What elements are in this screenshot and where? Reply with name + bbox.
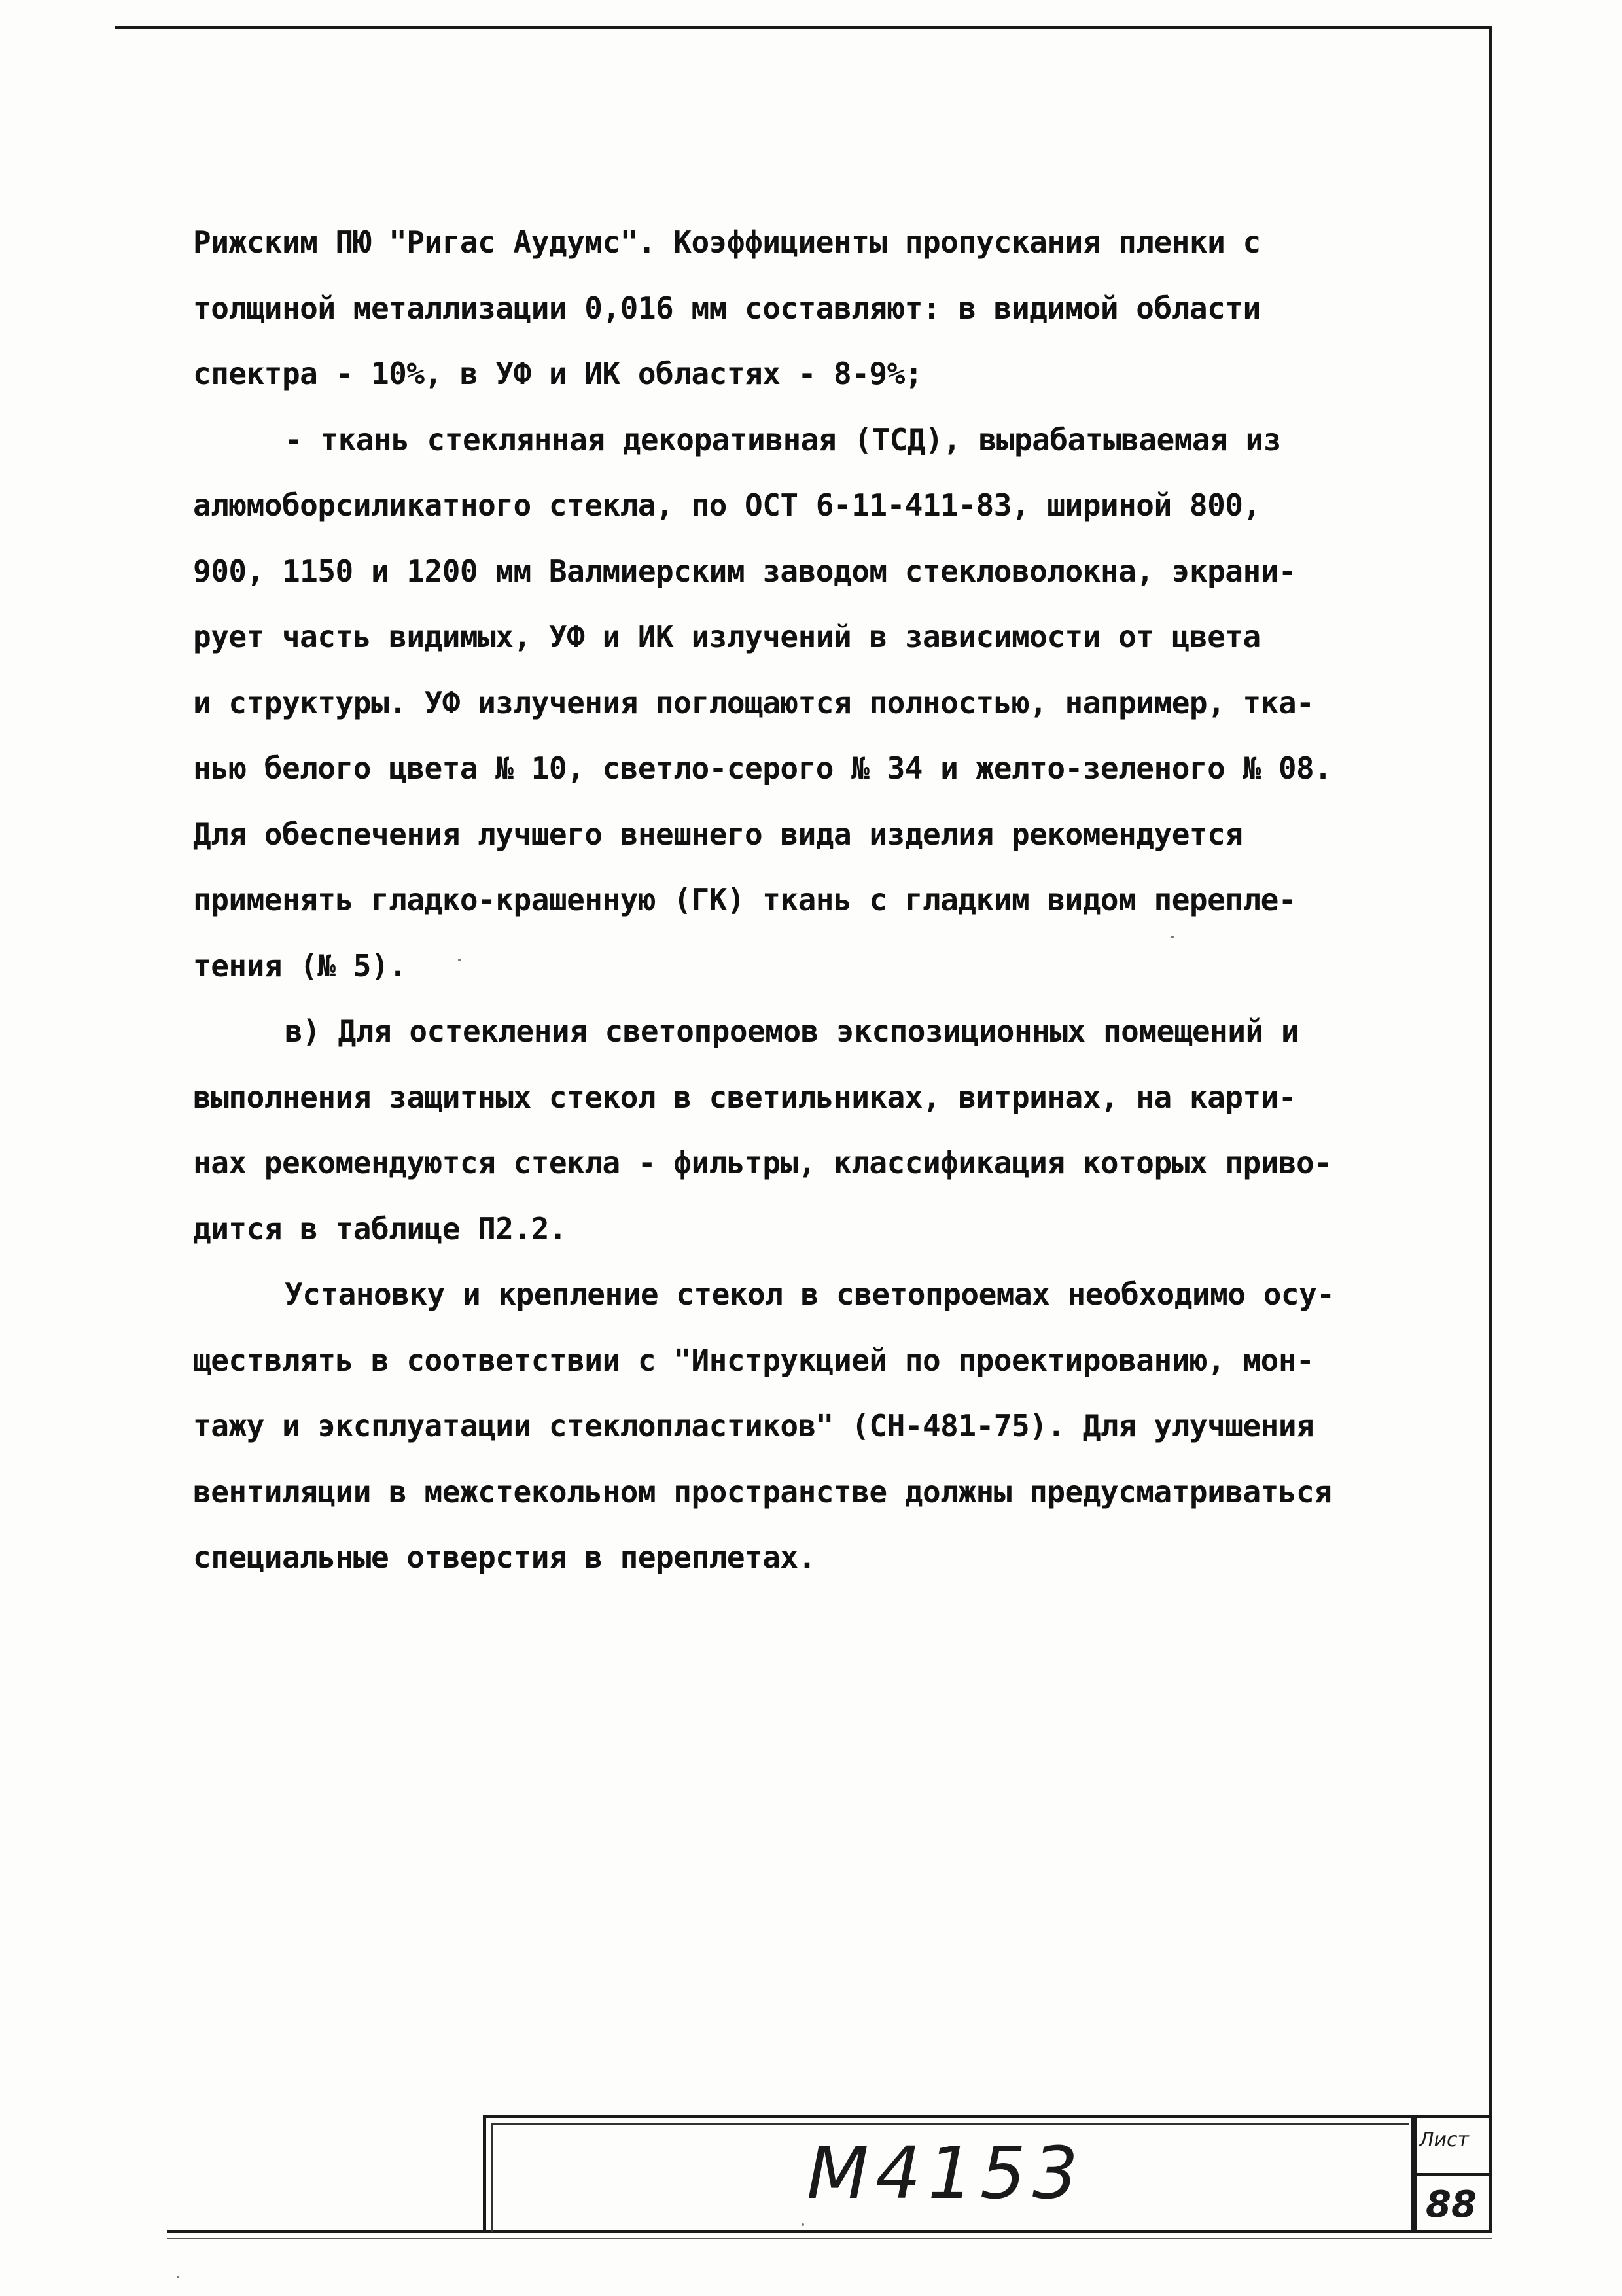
text-line: и структуры. УФ излучения поглощаются полностью, например, тка- bbox=[193, 684, 1314, 720]
text-line: Рижским ПЮ "Ригас Аудумс". Коэффициенты пропускания пленки с bbox=[193, 224, 1261, 260]
body-text bbox=[193, 209, 1495, 1591]
text-line: - ткань стеклянная декоративная (ТСД), вырабатываемая из bbox=[285, 421, 1281, 457]
text-line: алюмоборсиликатного стекла, по ОСТ 6-11-411-83, шириной 800, bbox=[193, 487, 1261, 523]
document-code: М4153 bbox=[807, 2131, 1085, 2215]
scan-speck bbox=[802, 2223, 804, 2226]
frame-bottom-border-inner bbox=[167, 2238, 1492, 2239]
text-line: рует часть видимых, УФ и ИК излучений в зависимости от цвета bbox=[193, 619, 1261, 654]
frame-top-border bbox=[115, 26, 1492, 29]
text-line: ществлять в соответствии с "Инструкцией по проектированию, мон- bbox=[193, 1342, 1314, 1378]
text-line: дится в таблице П2.2. bbox=[193, 1210, 567, 1246]
text-line: специальные отверстия в переплетах. bbox=[193, 1540, 816, 1575]
text-line: вентиляции в межстекольном пространстве должны предусматриваться bbox=[193, 1474, 1332, 1510]
scan-speck bbox=[1171, 936, 1174, 938]
sheet-label: Лист bbox=[1419, 2128, 1470, 2151]
text-line: Установку и крепление стекол в светопроемах необходимо осу- bbox=[285, 1277, 1335, 1312]
text-line: толщиной металлизации 0,016 мм составляют: в видимой области bbox=[193, 290, 1261, 326]
text-line: нью белого цвета № 10, светло-серого № 34 и желто-зеленого № 08. bbox=[193, 751, 1332, 786]
text-line: в) Для остекления светопроемов экспозиционных помещений и bbox=[285, 1014, 1299, 1049]
title-block-stamp bbox=[483, 2115, 1417, 2232]
sheet-number-box bbox=[1411, 2115, 1492, 2232]
text-line: Для обеспечения лучшего внешнего вида изделия рекомендуется bbox=[193, 816, 1243, 852]
sheet-box-divider bbox=[1414, 2173, 1492, 2176]
text-line: нах рекомендуются стекла - фильтры, классификация которых приво- bbox=[193, 1145, 1332, 1180]
sheet-number: 88 bbox=[1426, 2183, 1477, 2226]
text-line: 900, 1150 и 1200 мм Валмиерским заводом стекловолокна, экрани- bbox=[193, 553, 1297, 589]
text-line: применять гладко-крашенную (ГК) ткань с гладким видом перепле- bbox=[193, 882, 1297, 917]
text-line: спектра - 10%, в УФ и ИК областях - 8-9%; bbox=[193, 356, 923, 391]
scan-speck bbox=[458, 959, 461, 961]
text-line: выполнения защитных стекол в светильниках, витринах, на карти- bbox=[193, 1079, 1297, 1115]
text-line: тажу и эксплуатации стеклопластиков" (СН-481-75). Для улучшения bbox=[193, 1408, 1314, 1443]
scan-speck bbox=[177, 2276, 179, 2278]
text-line: тения (№ 5). bbox=[193, 947, 407, 983]
